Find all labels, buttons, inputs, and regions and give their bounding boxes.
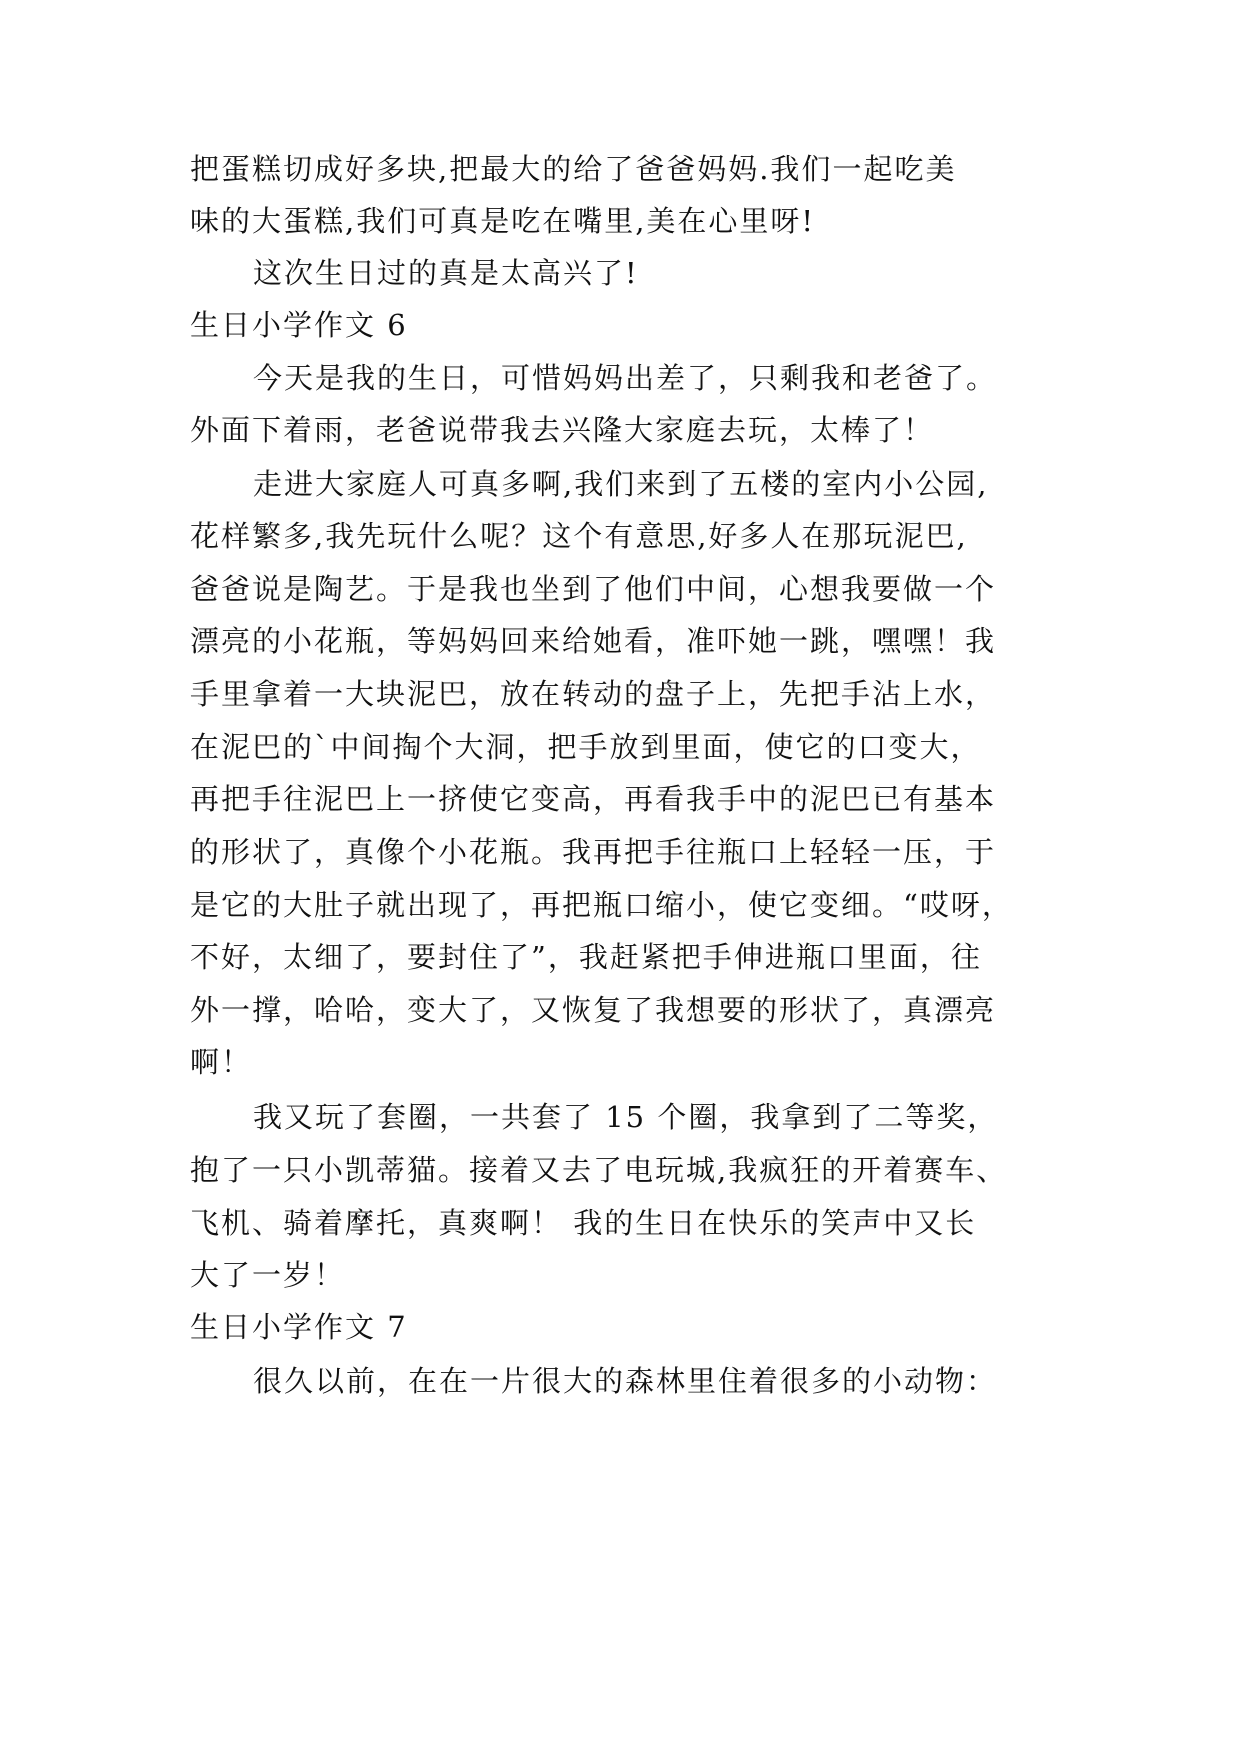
text-line: 今天是我的生日，可惜妈妈出差了，只剩我和老爸了。 bbox=[253, 361, 998, 395]
text-line: 爸爸说是陶艺。于是我也坐到了他们中间，心想我要做一个 bbox=[190, 572, 997, 606]
text-line: 外一撑，哈哈，变大了，又恢复了我想要的形状了，真漂亮 bbox=[190, 993, 997, 1027]
text-line: 手里拿着一大块泥巴，放在转动的盘子上，先把手沾上水， bbox=[190, 677, 997, 711]
text-line: 外面下着雨，老爸说带我去兴隆大家庭去玩，太棒了！ bbox=[190, 413, 935, 447]
text-line: 很久以前，在在一片很大的森林里住着很多的小动物： bbox=[253, 1364, 998, 1398]
text-line: 啊！ bbox=[190, 1045, 253, 1079]
section-heading: 生日小学作文 7 bbox=[190, 1310, 408, 1344]
text-line: 的形状了，真像个小花瓶。我再把手往瓶口上轻轻一压，于 bbox=[190, 835, 997, 869]
text-line: 抱了一只小凯蒂猫。接着又去了电玩城,我疯狂的开着赛车、 bbox=[190, 1153, 1008, 1187]
text-line: 这次生日过的真是太高兴了! bbox=[253, 256, 639, 290]
text-line: 味的大蛋糕,我们可真是吃在嘴里,美在心里呀! bbox=[190, 204, 816, 238]
text-line: 把蛋糕切成好多块,把最大的给了爸爸妈妈.我们一起吃美 bbox=[190, 152, 957, 186]
text-line: 大了一岁！ bbox=[190, 1258, 346, 1292]
text-line: 走进大家庭人可真多啊,我们来到了五楼的室内小公园, bbox=[253, 467, 989, 501]
text-line: 花样繁多,我先玩什么呢？这个有意思,好多人在那玩泥巴, bbox=[190, 519, 968, 553]
text-line: 漂亮的小花瓶，等妈妈回来给她看，准吓她一跳，嘿嘿！我 bbox=[190, 624, 997, 658]
section-heading: 生日小学作文 6 bbox=[190, 308, 408, 342]
text-line: 再把手往泥巴上一挤使它变高，再看我手中的泥巴已有基本 bbox=[190, 782, 997, 816]
text-line: 我又玩了套圈，一共套了 15 个圈，我拿到了二等奖， bbox=[253, 1100, 999, 1134]
text-line: 飞机、骑着摩托，真爽啊！ 我的生日在快乐的笑声中又长 bbox=[190, 1206, 977, 1240]
text-line: 在泥巴的`中间掏个大洞，把手放到里面，使它的口变大， bbox=[190, 730, 982, 764]
text-line: 不好，太细了，要封住了”，我赶紧把手伸进瓶口里面，往 bbox=[190, 940, 982, 974]
text-line: 是它的大肚子就出现了，再把瓶口缩小，使它变细。“哎呀， bbox=[190, 888, 1013, 922]
